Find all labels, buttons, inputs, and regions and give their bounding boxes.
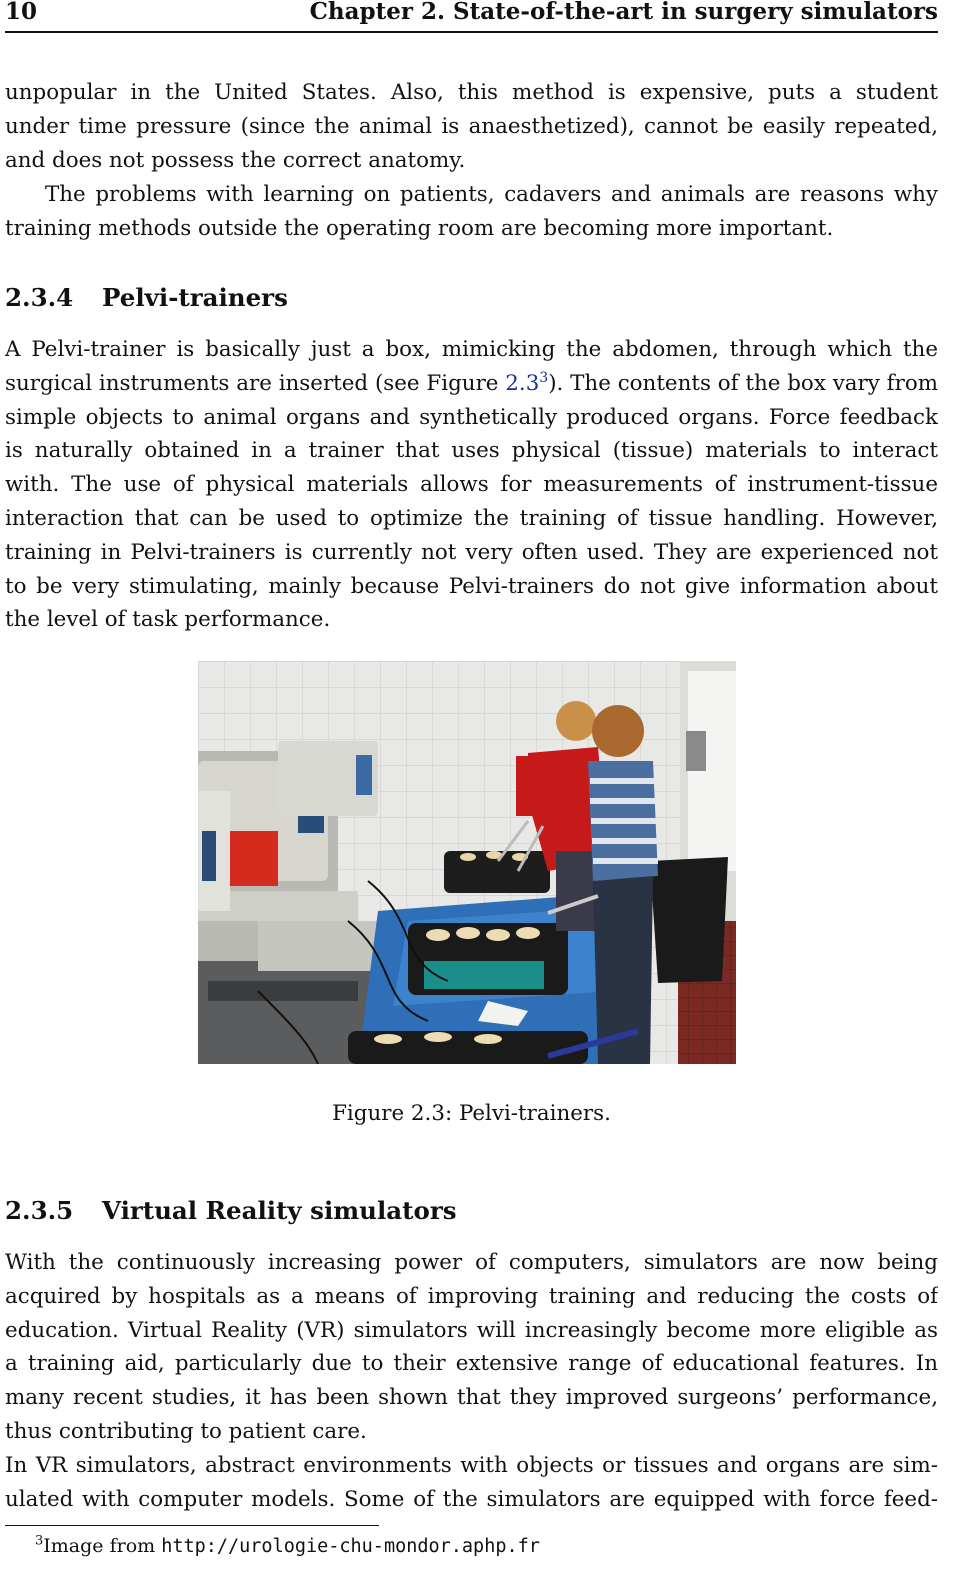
section-number: 2.3.4 (5, 283, 74, 312)
text-line: is naturally obtained in a trainer that uses physical (tissue) materials to interact (5, 438, 938, 464)
text-line: and does not possess the correct anatomy. (5, 147, 466, 173)
figure-pelvi-trainers-photo (198, 661, 736, 1064)
text-line: to be very stimulating, mainly because Pelvi-trainers do not give information about (5, 573, 938, 599)
text-line: training in Pelvi-trainers is currently not very often used. They are experienced not (5, 539, 938, 565)
paragraph-animal-training (5, 76, 938, 177)
text-line: under time pressure (since the animal is anaesthetized), cannot be easily repeated, (5, 113, 938, 139)
running-header (5, 0, 938, 33)
section-heading-vr-simulators (5, 1196, 457, 1226)
text-line: acquired by hospitals as a means of improving training and reducing the costs of (5, 1283, 938, 1309)
section-title: Virtual Reality simulators (102, 1196, 457, 1225)
text-line: A Pelvi-trainer is basically just a box, mimicking the abdomen, through which the (5, 337, 938, 362)
section-number: 2.3.5 (5, 1196, 74, 1225)
text-line: The problems with learning on patients, cadavers and animals are reasons why (45, 182, 938, 207)
footnote-url-link[interactable]: http://urologie-chu-mondor.aphp.fr (161, 1536, 540, 1557)
paragraph-vr-environments (5, 1449, 938, 1517)
text-line: In VR simulators, abstract environments with objects or tissues and organs are sim- (5, 1453, 938, 1478)
section-heading-pelvi-trainers (5, 283, 288, 313)
text-line: ulated with computer models. Some of the simulators are equipped with force feed- (5, 1486, 938, 1512)
section-title: Pelvi-trainers (102, 283, 288, 312)
footnote (35, 1533, 540, 1560)
text-line: interaction that can be used to optimize the training of tissue handling. However, (5, 505, 938, 531)
footnote-marker: 3 (35, 1533, 44, 1549)
paragraph-pelvi-trainer-description (5, 333, 938, 637)
footnote-text: Image from (43, 1535, 162, 1557)
footnote-rule (5, 1525, 379, 1526)
text-line: thus contributing to patient care. (5, 1418, 367, 1444)
figure-caption: Figure 2.3: Pelvi-trainers. (332, 1101, 611, 1126)
chapter-title: Chapter 2. State-of-the-art in surgery simulators (309, 0, 938, 25)
page-number: 10 (5, 0, 38, 25)
text-line: training methods outside the operating room are becoming more important. (5, 215, 834, 241)
text-line: many recent studies, it has been shown that they improved surgeons’ performance, (5, 1385, 938, 1411)
paragraph-vr-simulators (5, 1246, 938, 1449)
text-line: surgical instruments are inserted (see Figure $2.3^3$). The contents of the box vary from (5, 369, 938, 396)
footnote-reference-link[interactable]: 3 (539, 369, 549, 386)
text-line: a training aid, particularly due to their extensive range of educational features. In (5, 1351, 938, 1377)
paragraph-training-outside-or (5, 178, 938, 246)
text-line: education. Virtual Reality (VR) simulators will increasingly become more eligible as (5, 1317, 938, 1343)
text-line: with. The use of physical materials allows for measurements of instrument-tissue (5, 472, 938, 498)
text-line: simple objects to animal organs and synthetically produced organs. Force feedback (5, 404, 938, 430)
text-line: With the continuously increasing power of computers, simulators are now being (5, 1250, 938, 1275)
figure-reference-link[interactable]: 2.3 (505, 370, 540, 396)
text-line: unpopular in the United States. Also, this method is expensive, puts a student (5, 80, 938, 105)
text-line: the level of task performance. (5, 607, 331, 633)
